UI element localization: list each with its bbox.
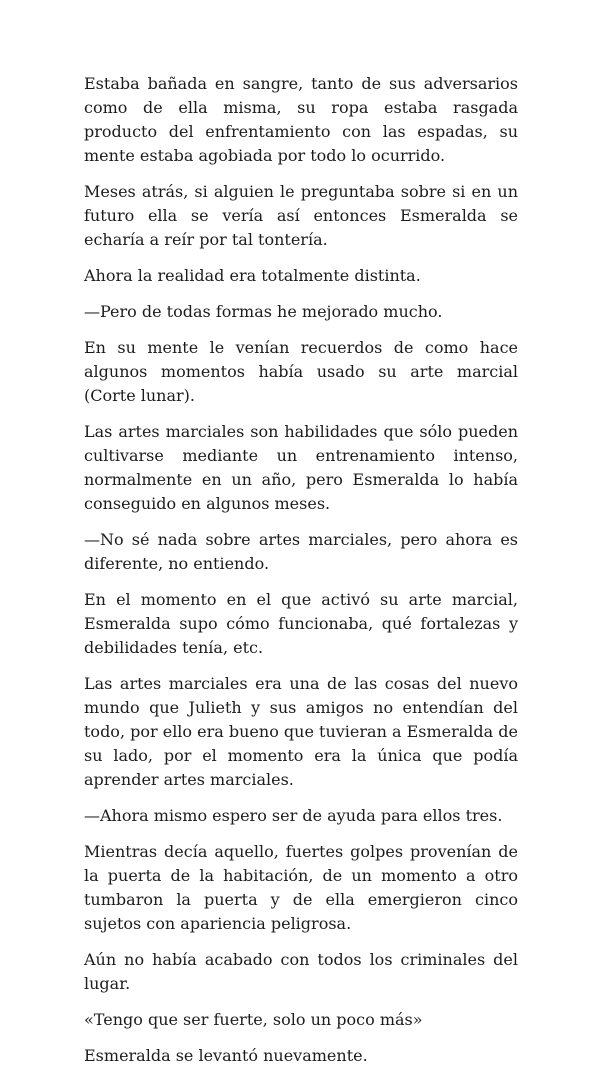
paragraph-14: Esmeralda se levantó nuevamente. (84, 1046, 368, 1065)
paragraph-5: En su mente le venían recuerdos de como hace algunos momentos había usado su arte marcial (Corte lunar). (84, 338, 518, 405)
dialogue-3: —Ahora mismo espero ser de ayuda para ellos tres. (84, 806, 503, 825)
paragraph-8: En el momento en el que activó su arte marcial, Esmeralda supo cómo funcionaba, qué fortalezas y debilidades tenía, etc. (84, 590, 518, 657)
paragraph-12: Aún no había acabado con todos los criminales del lugar. (84, 950, 518, 993)
dialogue-2: —No sé nada sobre artes marciales, pero ahora es diferente, no entiendo. (84, 530, 518, 573)
paragraph-6: Las artes marciales son habilidades que sólo pueden cultivarse mediante un entrenamiento intenso, normalmente en un año, pero Esmeralda lo había conseguido en algunos meses. (84, 422, 518, 513)
paragraph-9: Las artes marciales era una de las cosas del nuevo mundo que Julieth y sus amigos no entendían del todo, por ello era bueno que tuvieran a Esmeralda de su lado, por el momento era la única que podía aprender artes marciales. (84, 674, 518, 789)
paragraph-1: Estaba bañada en sangre, tanto de sus adversarios como de ella misma, su ropa estaba rasgada producto del enfrentamiento con las espadas, su mente estaba agobiada por todo lo ocurrido. (84, 74, 518, 165)
paragraph-2: Meses atrás, si alguien le preguntaba sobre si en un futuro ella se vería así entonces Esmeralda se echaría a reír por tal tontería. (84, 182, 518, 249)
paragraph-11: Mientras decía aquello, fuertes golpes provenían de la puerta de la habitación, de un momento a otro tumbaron la puerta y de ella emergieron cinco sujetos con apariencia peligrosa. (84, 842, 518, 933)
inner-thought: «Tengo que ser fuerte, solo un poco más» (84, 1010, 423, 1029)
paragraph-3: Ahora la realidad era totalmente distinta. (84, 266, 421, 285)
dialogue-1: —Pero de todas formas he mejorado mucho. (84, 302, 443, 321)
book-page (84, 72, 518, 1080)
